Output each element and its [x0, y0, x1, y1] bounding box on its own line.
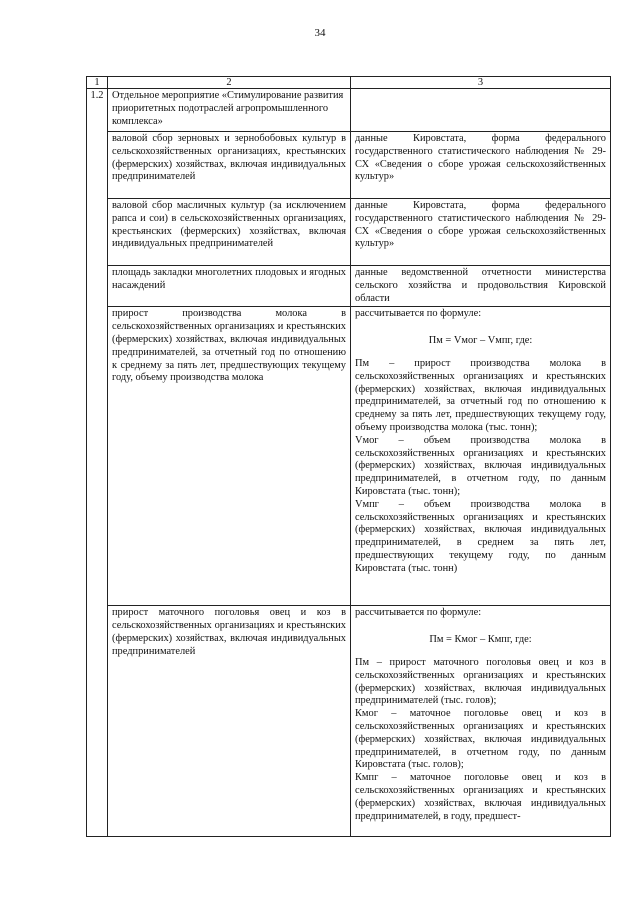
- page-number: 34: [314, 27, 326, 39]
- column-header-3: 3: [351, 77, 611, 89]
- definition: Vмог – объем производства молока в сельскохозяйственных организациях и крестьянских (фермерских) хозяйствах, включая индивидуальных предпринимателей, в отчетном году, по данным Кировстата (тыс. тонн);: [355, 434, 606, 497]
- section-title: Отдельное мероприятие «Стимулирование развития приоритетных подотраслей агропромышленного комплекса»: [108, 89, 351, 132]
- formula: Пм = Кмог – Кмпг, где:: [429, 634, 532, 646]
- formula-cell: [351, 307, 611, 606]
- formula-intro: рассчитывается по формуле:: [355, 308, 482, 320]
- definition: Кмог – маточное поголовье овец и коз в сельскохозяйственных организациях и крестьянских (фермерских) хозяйствах, включая индивидуальных предпринимателей, в отчетном году, по данным Кировстата (тыс. голов);: [355, 708, 606, 771]
- source-cell: данные ведомственной отчетности министерства сельского хозяйства и продовольствия Кировской области: [351, 266, 611, 307]
- definition: Пм – прирост маточного поголовья овец и коз в сельскохозяйственных организациях и крестьянских (фермерских) хозяйствах, включая индивидуальных предпринимателей (тыс. голов);: [355, 656, 606, 707]
- indicator-cell: площадь закладки многолетних плодовых и ягодных насаждений: [108, 266, 351, 307]
- formula-intro: рассчитывается по формуле:: [355, 607, 482, 619]
- formula: Пм = Vмог – Vмпг, где:: [428, 335, 533, 347]
- table-row: [87, 606, 611, 837]
- table-row: [87, 307, 611, 606]
- source-cell: данные Кировстата, форма федерального государственного статистического наблюдения № 29-СХ «Сведения о сборе урожая сельскохозяйственных культур»: [351, 199, 611, 266]
- table-header-row: [87, 77, 611, 89]
- table-row: [87, 266, 611, 307]
- indicator-cell: валовой сбор масличных культур (за исключением рапса и сои) в сельскохозяйственных организациях, крестьянских (фермерских) хозяйствах, включая индивидуальных предпринимателей: [108, 199, 351, 266]
- column-header-1: 1: [87, 77, 108, 89]
- definition: Кмпг – маточное поголовье овец и коз в сельскохозяйственных организациях и крестьянских (фермерских) хозяйствах, включая индивидуальных предпринимателей, в году, предшест-: [355, 772, 606, 822]
- definition: Vмпг – объем производства молока в сельскохозяйственных организациях и крестьянских (фермерских) хозяйствах, включая индивидуальных предпринимателей, в среднем за пять лет, предшествующих текущему году, по данным Кировстата (тыс. тонн): [355, 498, 606, 574]
- section-title-row: [87, 89, 611, 132]
- section-number: 1.2: [87, 89, 108, 837]
- formula-cell: [351, 606, 611, 837]
- column-header-2: 2: [108, 77, 351, 89]
- table-row: [87, 199, 611, 266]
- document-table: [86, 76, 611, 837]
- source-cell: данные Кировстата, форма федерального государственного статистического наблюдения № 29-СХ «Сведения о сборе урожая сельскохозяйственных культур»: [351, 132, 611, 199]
- table-row: [87, 132, 611, 199]
- section-title-empty-cell: [351, 89, 611, 132]
- indicator-cell: прирост маточного поголовья овец и коз в сельскохозяйственных организациях и крестьянских (фермерских) хозяйствах, включая индивидуальных предпринимателей: [108, 606, 351, 837]
- indicator-cell: валовой сбор зерновых и зернобобовых культур в сельскохозяйственных организациях, крестьянских (фермерских) хозяйствах, включая индивидуальных предпринимателей: [108, 132, 351, 199]
- indicator-cell: прирост производства молока в сельскохозяйственных организациях и крестьянских (фермерских) хозяйствах, включая индивидуальных предпринимателей, за отчетный год по отношению к среднему за пять лет, предшествующих текущему году, объему производства молока: [108, 307, 351, 606]
- definition: Пм – прирост производства молока в сельскохозяйственных организациях и крестьянских (фермерских) хозяйствах, включая индивидуальных предпринимателей, за отчетный год по отношению к среднему за пять лет, предшествующих текущему году, объему производства молока (тыс. тонн);: [355, 357, 606, 433]
